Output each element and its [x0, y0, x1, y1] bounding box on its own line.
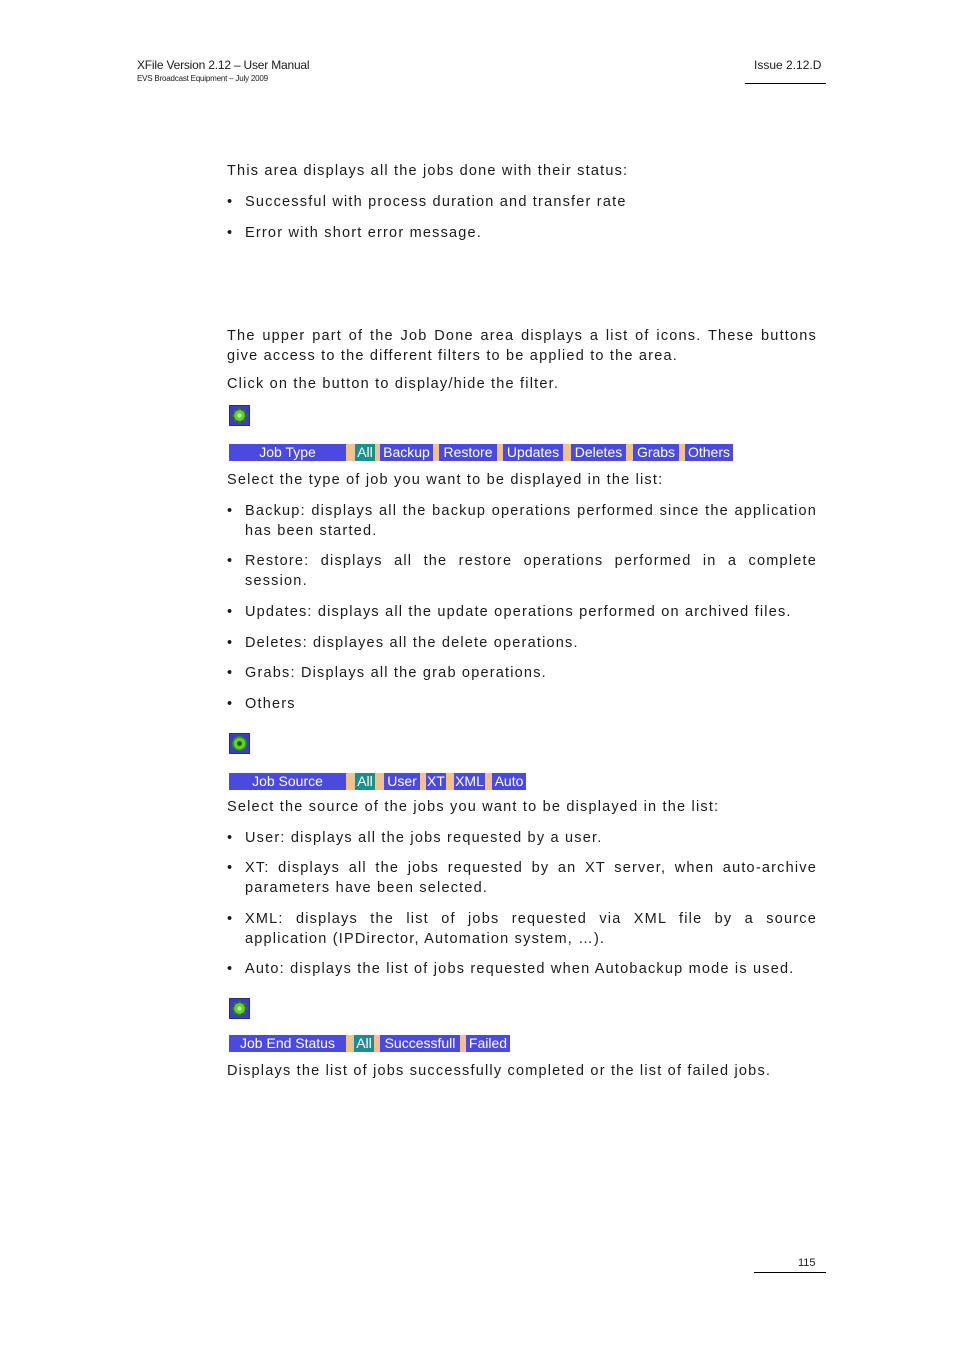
bullet-dot: •: [227, 553, 234, 569]
job-end-status-label: Job End Status: [229, 1035, 346, 1052]
gear-icon[interactable]: [229, 405, 250, 426]
filter-option-others[interactable]: Others: [685, 444, 733, 461]
bullet-text: Grabs: Displays all the grab operations.: [245, 665, 547, 681]
job-source-bullet-1: [227, 829, 817, 849]
green-circle-icon[interactable]: [229, 733, 250, 754]
job-end-status-filter-bar: [229, 1035, 510, 1052]
job-type-text: Select the type of job you want to be displayed in the list:: [227, 472, 664, 488]
bullet-text: Successful with process duration and transfer rate: [245, 194, 627, 210]
bullet-dot: •: [227, 830, 234, 846]
intro-bullet-1: [227, 193, 817, 213]
filter-option-failed[interactable]: Failed: [466, 1035, 510, 1052]
bullet-dot: •: [227, 911, 234, 927]
bullet-text: Updates: displays all the update operations performed on archived files.: [245, 604, 792, 620]
filter-option-all[interactable]: All: [354, 1035, 374, 1052]
header-rule: [745, 83, 826, 84]
filter-option-updates[interactable]: Updates: [503, 444, 563, 461]
job-source-label: Job Source: [229, 773, 346, 790]
filter-option-auto[interactable]: Auto: [492, 773, 526, 790]
bullet-text: Restore: displays all the restore operations performed in a complete session.: [245, 553, 817, 589]
gear-icon[interactable]: [229, 998, 250, 1019]
filter-option-xt[interactable]: XT: [427, 773, 445, 789]
job-source-bullet-2: [227, 859, 817, 898]
job-type-bullet-5: [227, 664, 817, 684]
bullet-dot: •: [227, 604, 234, 620]
filter-option-user[interactable]: User: [384, 773, 420, 790]
filter-option-xml[interactable]: XML: [455, 773, 484, 789]
filter-option-deletes[interactable]: Deletes: [571, 444, 626, 461]
bullet-dot: •: [227, 665, 234, 681]
document-title: XFile Version 2.12 – User Manual: [137, 58, 310, 72]
bullet-dot: •: [227, 635, 234, 651]
bullet-text: User: displays all the jobs requested by a user.: [245, 830, 603, 846]
job-source-filter-bar: [229, 773, 526, 790]
bullet-text: Deletes: displayes all the delete operations.: [245, 635, 579, 651]
intro-bullet-2: [227, 224, 817, 244]
document-subtitle: EVS Broadcast Equipment – July 2009: [137, 74, 268, 83]
bullet-text: Error with short error message.: [245, 225, 483, 241]
bullet-text: Backup: displays all the backup operations performed since the application has been started.: [245, 503, 817, 539]
bullet-dot: •: [227, 696, 234, 712]
job-type-bullet-4: [227, 634, 817, 654]
issue-label: Issue 2.12.D: [754, 58, 822, 72]
filter-option-grabs[interactable]: Grabs: [633, 444, 679, 461]
job-type-bullet-6: [227, 695, 817, 715]
page-number: 115: [798, 1257, 816, 1269]
job-source-bullet-3: [227, 910, 817, 949]
job-source-bullet-4: [227, 960, 817, 980]
filters-click-text: Click on the button to display/hide the filter.: [227, 376, 560, 392]
bullet-dot: •: [227, 503, 234, 519]
bullet-dot: •: [227, 860, 234, 876]
job-type-bullet-2: [227, 552, 817, 591]
footer-rule: [754, 1272, 826, 1273]
job-type-bullet-3: [227, 603, 817, 623]
filter-option-backup[interactable]: Backup: [380, 444, 433, 461]
filter-option-all[interactable]: All: [355, 444, 375, 461]
job-type-bullet-1: [227, 502, 817, 541]
intro-text: This area displays all the jobs done with their status:: [227, 163, 629, 179]
job-source-text: Select the source of the jobs you want to be displayed in the list:: [227, 799, 720, 815]
filter-option-restore[interactable]: Restore: [439, 444, 497, 461]
filter-option-successfull[interactable]: Successfull: [380, 1035, 460, 1052]
filters-intro-text: The upper part of the Job Done area displays a list of icons. These buttons give access to the different filters to be applied to the area.: [227, 328, 817, 364]
job-type-filter-bar: [229, 444, 733, 461]
bullet-text: XT: displays all the jobs requested by an XT server, when auto-archive parameters have been selected.: [245, 860, 817, 896]
job-type-label: Job Type: [229, 444, 346, 461]
bullet-dot: •: [227, 961, 234, 977]
bullet-dot: •: [227, 225, 234, 241]
bullet-dot: •: [227, 194, 234, 210]
bullet-text: Auto: displays the list of jobs requested when Autobackup mode is used.: [245, 961, 795, 977]
job-end-status-text: Displays the list of jobs successfully completed or the list of failed jobs.: [227, 1063, 772, 1079]
filter-option-all[interactable]: All: [355, 773, 375, 790]
bullet-text: Others: [245, 696, 296, 712]
bullet-text: XML: displays the list of jobs requested via XML file by a source application (IPDirector, Automation system, …).: [245, 911, 817, 947]
